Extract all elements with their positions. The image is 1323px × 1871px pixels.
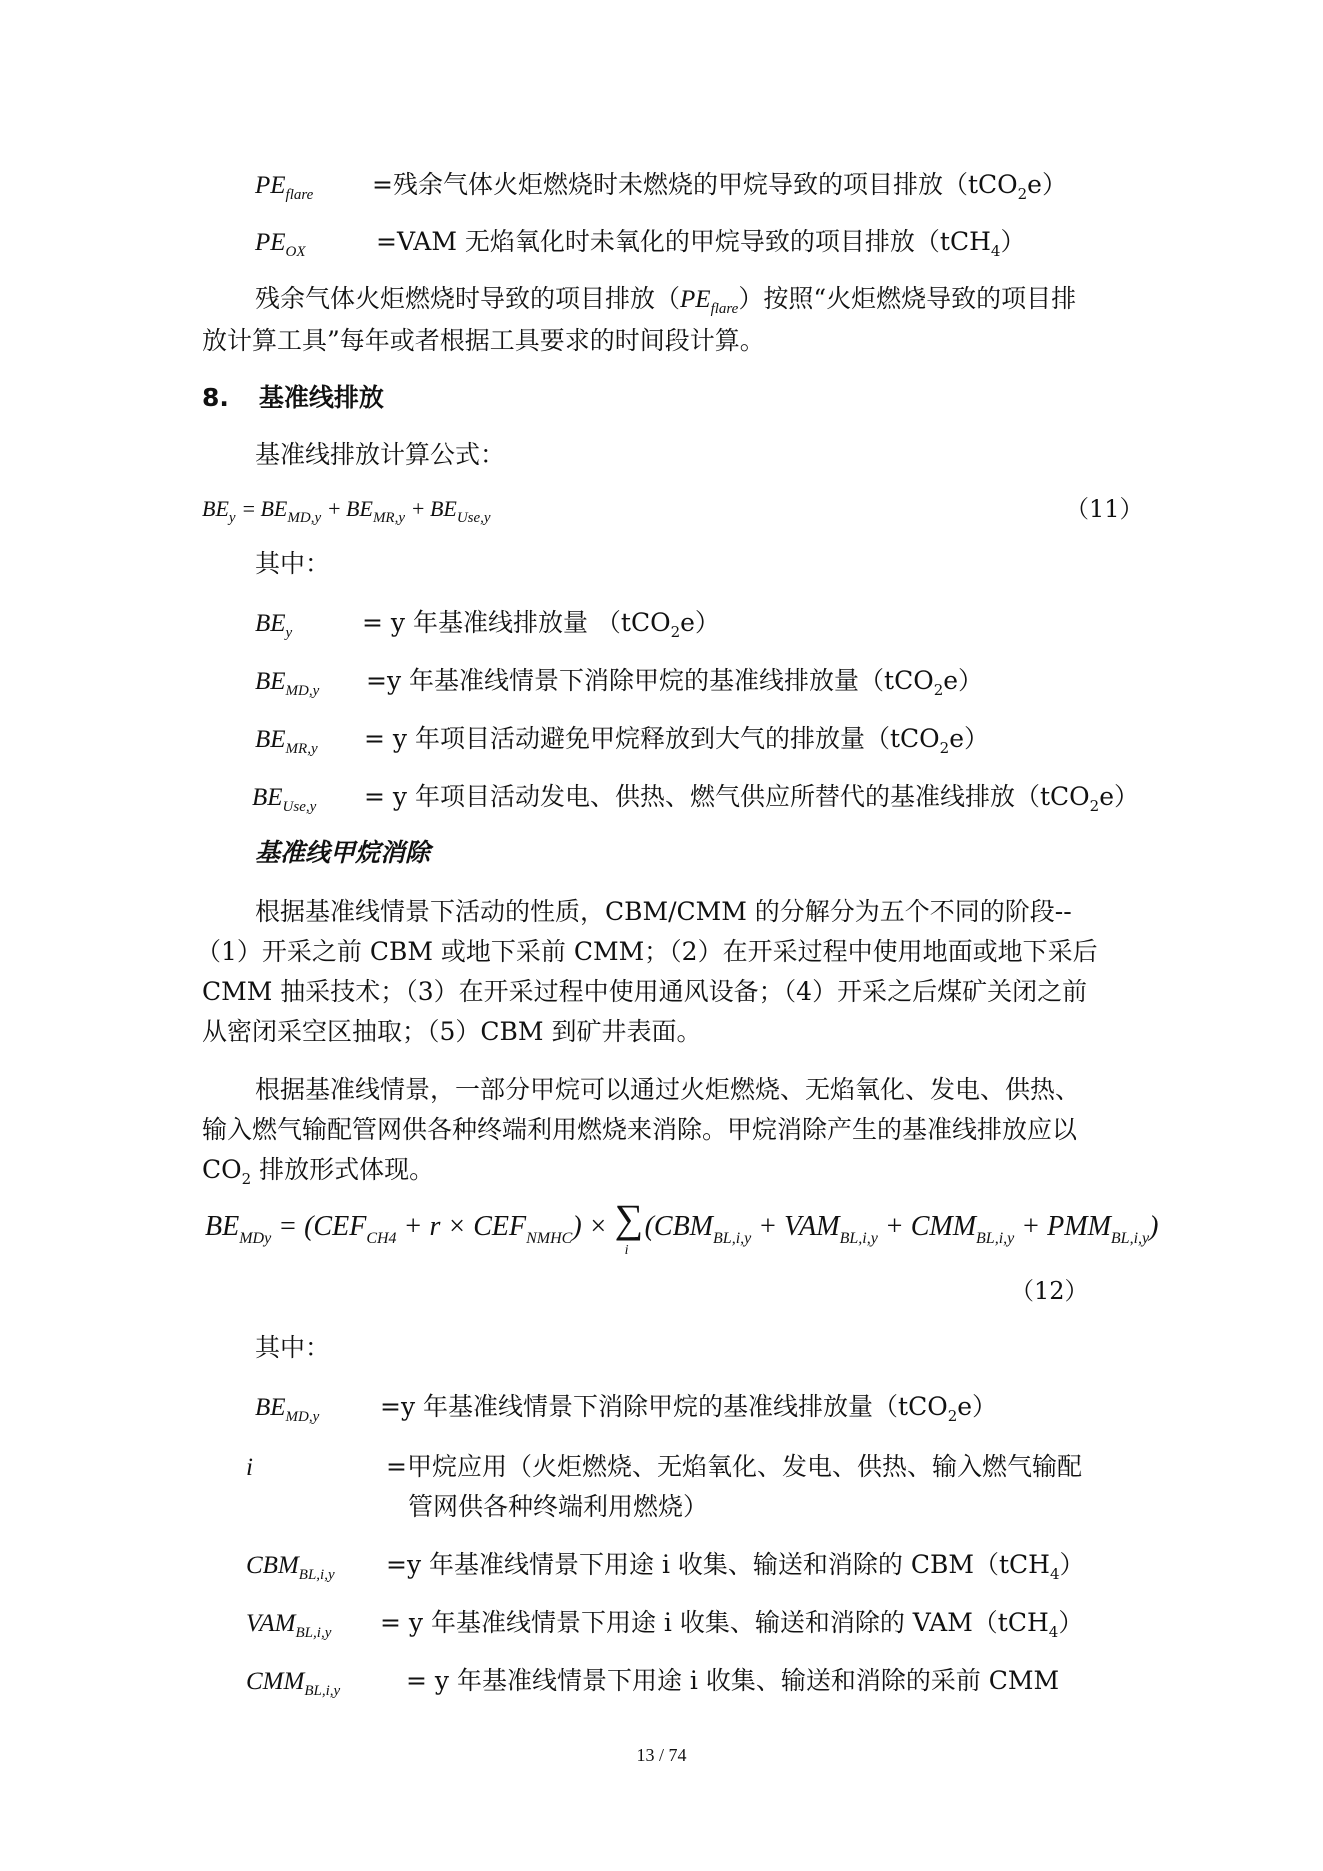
paragraph-stages-line1: 根据基准线情景下活动的性质，CBM/CMM 的分解分为五个不同的阶段--	[255, 897, 1072, 926]
be-use-definition: = y 年项目活动发电、供热、燃气供应所替代的基准线排放（tCO$_2$e）	[364, 782, 1139, 815]
equation-12: $BE_{MDy} = (CEF_{CH4} + r \times CEF_{NMHC})$ × ∑ i $(CBM_{BL,i,y} + VAM_{BL,i,y} + CMM_{BL,i,y} + PMM_{BL,i,y})$	[205, 1196, 1159, 1258]
md-cmm-definition: = y 年基准线情景下用途 i 收集、输送和消除的采前 CMM	[406, 1666, 1060, 1695]
pe-flare-row	[255, 168, 313, 212]
md-vam-symbol: $VAM_{BL,i,y}$	[246, 1610, 332, 1641]
page-number: 13 / 74	[636, 1745, 687, 1765]
symbol: $PE_{flare}$	[255, 172, 314, 203]
be-y-symbol: $BE_y$	[255, 610, 293, 641]
paragraph-destroy-line1: 根据基准线情景，一部分甲烷可以通过火炬燃烧、无焰氧化、发电、供热、	[255, 1075, 1081, 1104]
where-label: 其中：	[255, 549, 331, 578]
be-md-definition: =y 年基准线情景下消除甲烷的基准线排放量（tCO$_2$e）	[366, 666, 984, 699]
be-y-definition: = y 年基准线排放量 （tCO$_2$e）	[362, 608, 720, 641]
pe-ox-row	[255, 225, 306, 269]
paragraph-stages-line4: 从密闭采空区抽取；（5）CBM 到矿井表面。	[202, 1017, 702, 1046]
paragraph-destroy-line3: $CO_2$ 排放形式体现。	[202, 1155, 435, 1188]
subheading: 基准线甲烷消除	[255, 838, 431, 867]
equation-11-number: （11）	[1065, 495, 1144, 523]
be-use-symbol: $BE_{Use,y}$	[252, 784, 317, 815]
symbol: $PE_{OX}$	[255, 229, 306, 260]
md-i-symbol: i	[246, 1454, 253, 1481]
paragraph-destroy-line2: 输入燃气输配管网供各种终端利用燃烧来消除。甲烷消除产生的基准线排放应以	[202, 1115, 1078, 1144]
equation-12-number: （12）	[1010, 1277, 1089, 1305]
paragraph-flare-line2: 放计算工具”每年或者根据工具要求的时间段计算。	[202, 326, 765, 355]
md-cmm-symbol: $CMM_{BL,i,y}$	[246, 1668, 341, 1699]
paragraph-flare-line1: 残余气体火炬燃烧时导致的项目排放$(PE_{flare})$按照“火炬燃烧导致的项目排	[255, 284, 1077, 317]
be-mr-symbol: $BE_{MR,y}$	[255, 726, 318, 757]
md-vam-definition: = y 年基准线情景下用途 i 收集、输送和消除的 VAM（tCH$_4$）	[380, 1608, 1084, 1641]
md-be-symbol: $BE_{MD,y}$	[255, 1394, 320, 1425]
md-cbm-symbol: $CBM_{BL,i,y}$	[246, 1552, 335, 1583]
md-i-definition-line2: 管网供各种终端利用燃烧）	[408, 1492, 709, 1521]
where-label-2: 其中：	[255, 1333, 331, 1362]
paragraph-stages-line2: （1）开采之前 CBM 或地下采前 CMM；（2）在开采过程中使用地面或地下采后	[196, 937, 1098, 966]
pe-flare-definition: =残余气体火炬燃烧时未燃烧的甲烷导致的项目排放（tCO$_2$e）	[372, 170, 1067, 203]
md-cbm-definition: =y 年基准线情景下用途 i 收集、输送和消除的 CBM（tCH$_4$）	[386, 1550, 1085, 1583]
md-i-definition: =甲烷应用（火炬燃烧、无焰氧化、发电、供热、输入燃气输配	[386, 1452, 1082, 1481]
equation-11: $BE_y = BE_{MD,y} + BE_{MR,y} + BE_{Use,y}$	[202, 496, 491, 526]
section-heading: 8. 基准线排放	[202, 383, 384, 412]
pe-ox-definition: =VAM 无焰氧化时未氧化的甲烷导致的项目排放（tCH$_4$）	[376, 227, 1026, 260]
paragraph-stages-line3: CMM 抽采技术；（3）在开采过程中使用通风设备；（4）开采之后煤矿关闭之前	[202, 977, 1088, 1006]
be-mr-definition: = y 年项目活动避免甲烷释放到大气的排放量（tCO$_2$e）	[364, 724, 989, 757]
formula-intro: 基准线排放计算公式：	[255, 440, 506, 469]
be-md-symbol: $BE_{MD,y}$	[255, 668, 320, 699]
md-be-definition: =y 年基准线情景下消除甲烷的基准线排放量（tCO$_2$e）	[380, 1392, 998, 1425]
sum-symbol: ∑	[614, 1196, 644, 1241]
